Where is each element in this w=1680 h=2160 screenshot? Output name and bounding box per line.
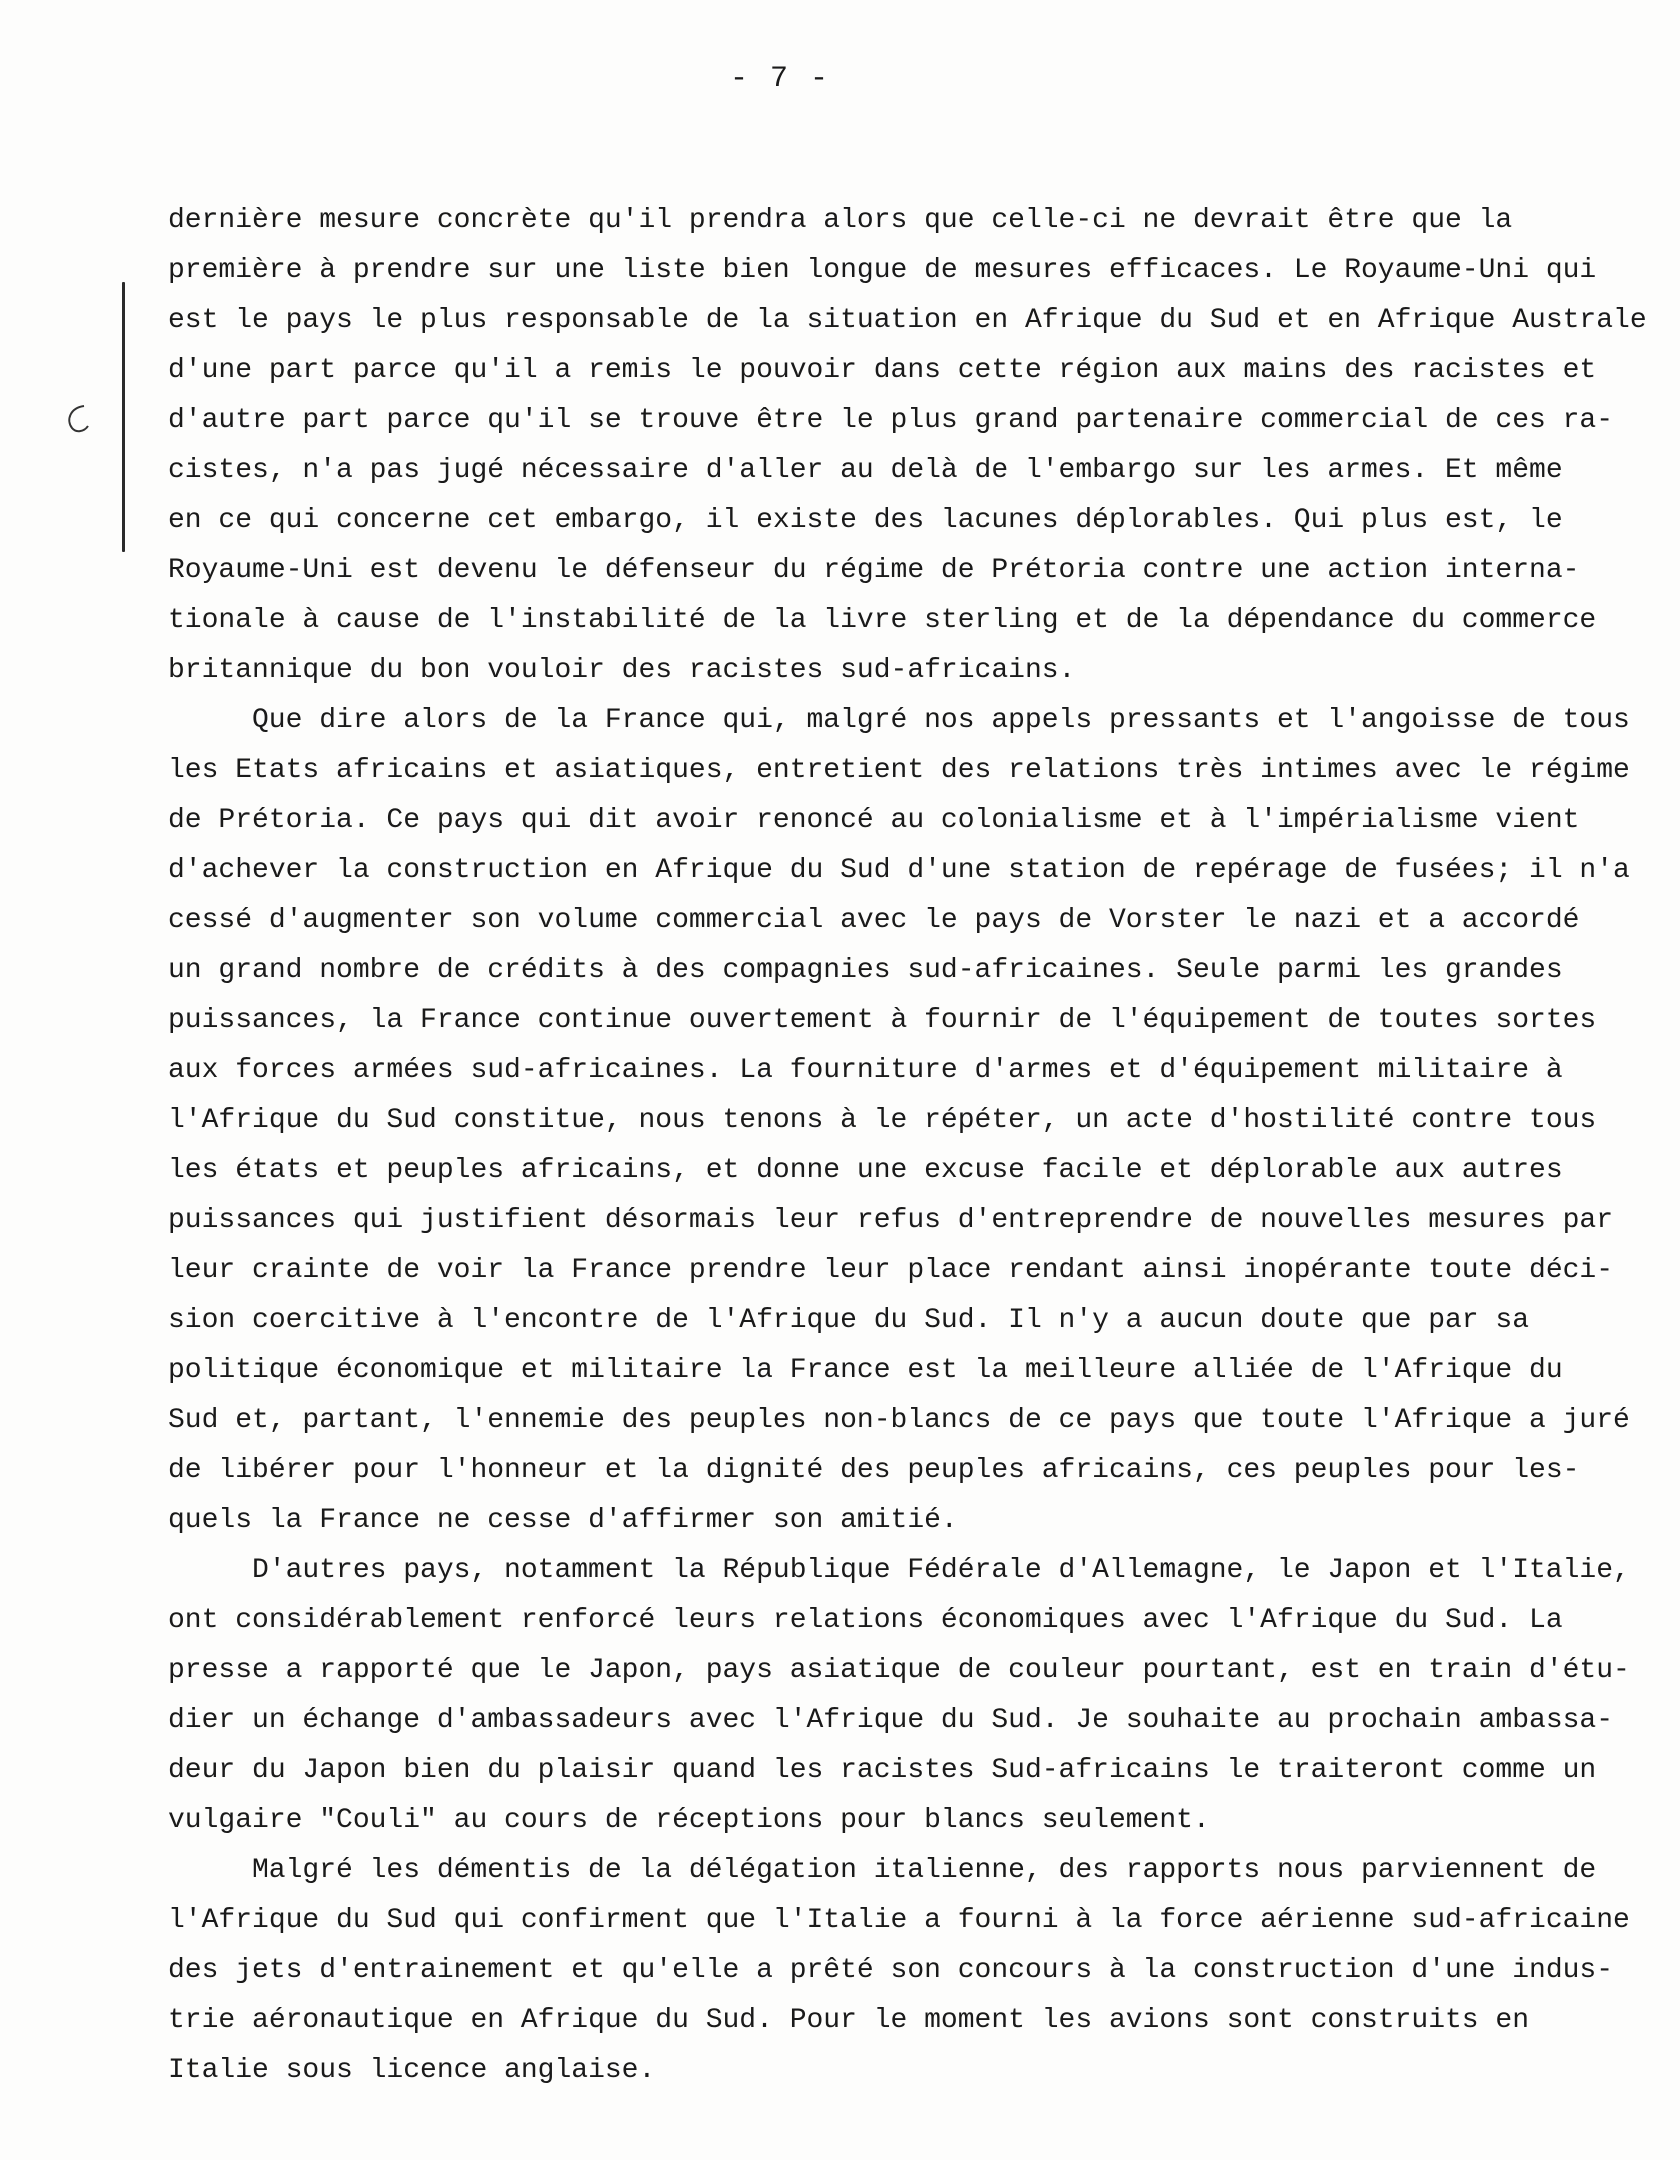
text-line: d'achever la construction en Afrique du Sud d'une station de repérage de fusées; il n'a: [168, 855, 1630, 886]
text-line: vulgaire "Couli" au cours de réceptions pour blancs seulement.: [168, 1805, 1210, 1836]
text-line: D'autres pays, notamment la République Fédérale d'Allemagne, le Japon et l'Italie,: [252, 1555, 1630, 1586]
text-line: aux forces armées sud-africaines. La fourniture d'armes et d'équipement militaire à: [168, 1055, 1563, 1086]
paragraph-1: [168, 196, 1647, 696]
text-line: politique économique et militaire la France est la meilleure alliée de l'Afrique du: [168, 1355, 1563, 1386]
text-line: Malgré les démentis de la délégation italienne, des rapports nous parviennent de: [252, 1855, 1597, 1886]
text-line: première à prendre sur une liste bien longue de mesures efficaces. Le Royaume-Uni qui: [168, 255, 1597, 286]
margin-handwritten-mark: [64, 402, 92, 436]
text-line: ont considérablement renforcé leurs relations économiques avec l'Afrique du Sud. La: [168, 1605, 1563, 1636]
text-line: cistes, n'a pas jugé nécessaire d'aller au delà de l'embargo sur les armes. Et même: [168, 455, 1563, 486]
text-line: un grand nombre de crédits à des compagnies sud-africaines. Seule parmi les grandes: [168, 955, 1563, 986]
text-line: puissances qui justifient désormais leur refus d'entreprendre de nouvelles mesures par: [168, 1205, 1614, 1236]
text-line: d'autre part parce qu'il se trouve être le plus grand partenaire commercial de ces ra-: [168, 405, 1614, 436]
paragraph-4: [168, 1846, 1638, 2096]
text-line: leur crainte de voir la France prendre leur place rendant ainsi inopérante toute déci-: [168, 1255, 1614, 1286]
body-text: [168, 196, 1647, 2096]
text-line: cessé d'augmenter son volume commercial avec le pays de Vorster le nazi et a accordé: [168, 905, 1580, 936]
paragraph-2: [168, 696, 1638, 1546]
text-line: est le pays le plus responsable de la situation en Afrique du Sud et en Afrique Australe: [168, 305, 1647, 336]
text-line: britannique du bon vouloir des racistes sud-africains.: [168, 655, 1076, 686]
text-line: en ce qui concerne cet embargo, il existe des lacunes déplorables. Qui plus est, le: [168, 505, 1563, 536]
text-line: sion coercitive à l'encontre de l'Afrique du Sud. Il n'y a aucun doute que par sa: [168, 1305, 1530, 1336]
text-line: quels la France ne cesse d'affirmer son amitié.: [168, 1505, 958, 1536]
text-line: puissances, la France continue ouvertement à fournir de l'équipement de toutes sortes: [168, 1005, 1597, 1036]
page-number: - 7 -: [729, 62, 830, 96]
text-line: Royaume-Uni est devenu le défenseur du régime de Prétoria contre une action interna-: [168, 555, 1580, 586]
text-line: Que dire alors de la France qui, malgré nos appels pressants et l'angoisse de tous: [252, 705, 1630, 736]
text-line: trie aéronautique en Afrique du Sud. Pour le moment les avions sont construits en: [168, 2005, 1530, 2036]
text-line: deur du Japon bien du plaisir quand les racistes Sud-africains le traiteront comme un: [168, 1755, 1597, 1786]
text-line: de Prétoria. Ce pays qui dit avoir renoncé au colonialisme et à l'impérialisme vient: [168, 805, 1580, 836]
text-line: tionale à cause de l'instabilité de la livre sterling et de la dépendance du commerce: [168, 605, 1597, 636]
text-line: d'une part parce qu'il a remis le pouvoir dans cette région aux mains des racistes et: [168, 355, 1597, 386]
text-line: presse a rapporté que le Japon, pays asiatique de couleur pourtant, est en train d'étu-: [168, 1655, 1630, 1686]
margin-sideline-mark: [122, 282, 125, 552]
text-line: l'Afrique du Sud qui confirment que l'Italie a fourni à la force aérienne sud-africaine: [168, 1905, 1630, 1936]
text-line: les états et peuples africains, et donne une excuse facile et déplorable aux autres: [168, 1155, 1563, 1186]
text-line: dernière mesure concrète qu'il prendra alors que celle-ci ne devrait être que la: [168, 205, 1513, 236]
text-line: Sud et, partant, l'ennemie des peuples non-blancs de ce pays que toute l'Afrique a juré: [168, 1405, 1630, 1436]
paragraph-3: [168, 1546, 1638, 1846]
text-line: de libérer pour l'honneur et la dignité des peuples africains, ces peuples pour les-: [168, 1455, 1580, 1486]
text-line: Italie sous licence anglaise.: [168, 2055, 656, 2086]
text-line: dier un échange d'ambassadeurs avec l'Afrique du Sud. Je souhaite au prochain ambassa-: [168, 1705, 1614, 1736]
text-line: les Etats africains et asiatiques, entretient des relations très intimes avec le régime: [168, 755, 1630, 786]
text-line: l'Afrique du Sud constitue, nous tenons à le répéter, un acte d'hostilité contre tous: [168, 1105, 1597, 1136]
text-line: des jets d'entrainement et qu'elle a prêté son concours à la construction d'une indus-: [168, 1955, 1614, 1986]
